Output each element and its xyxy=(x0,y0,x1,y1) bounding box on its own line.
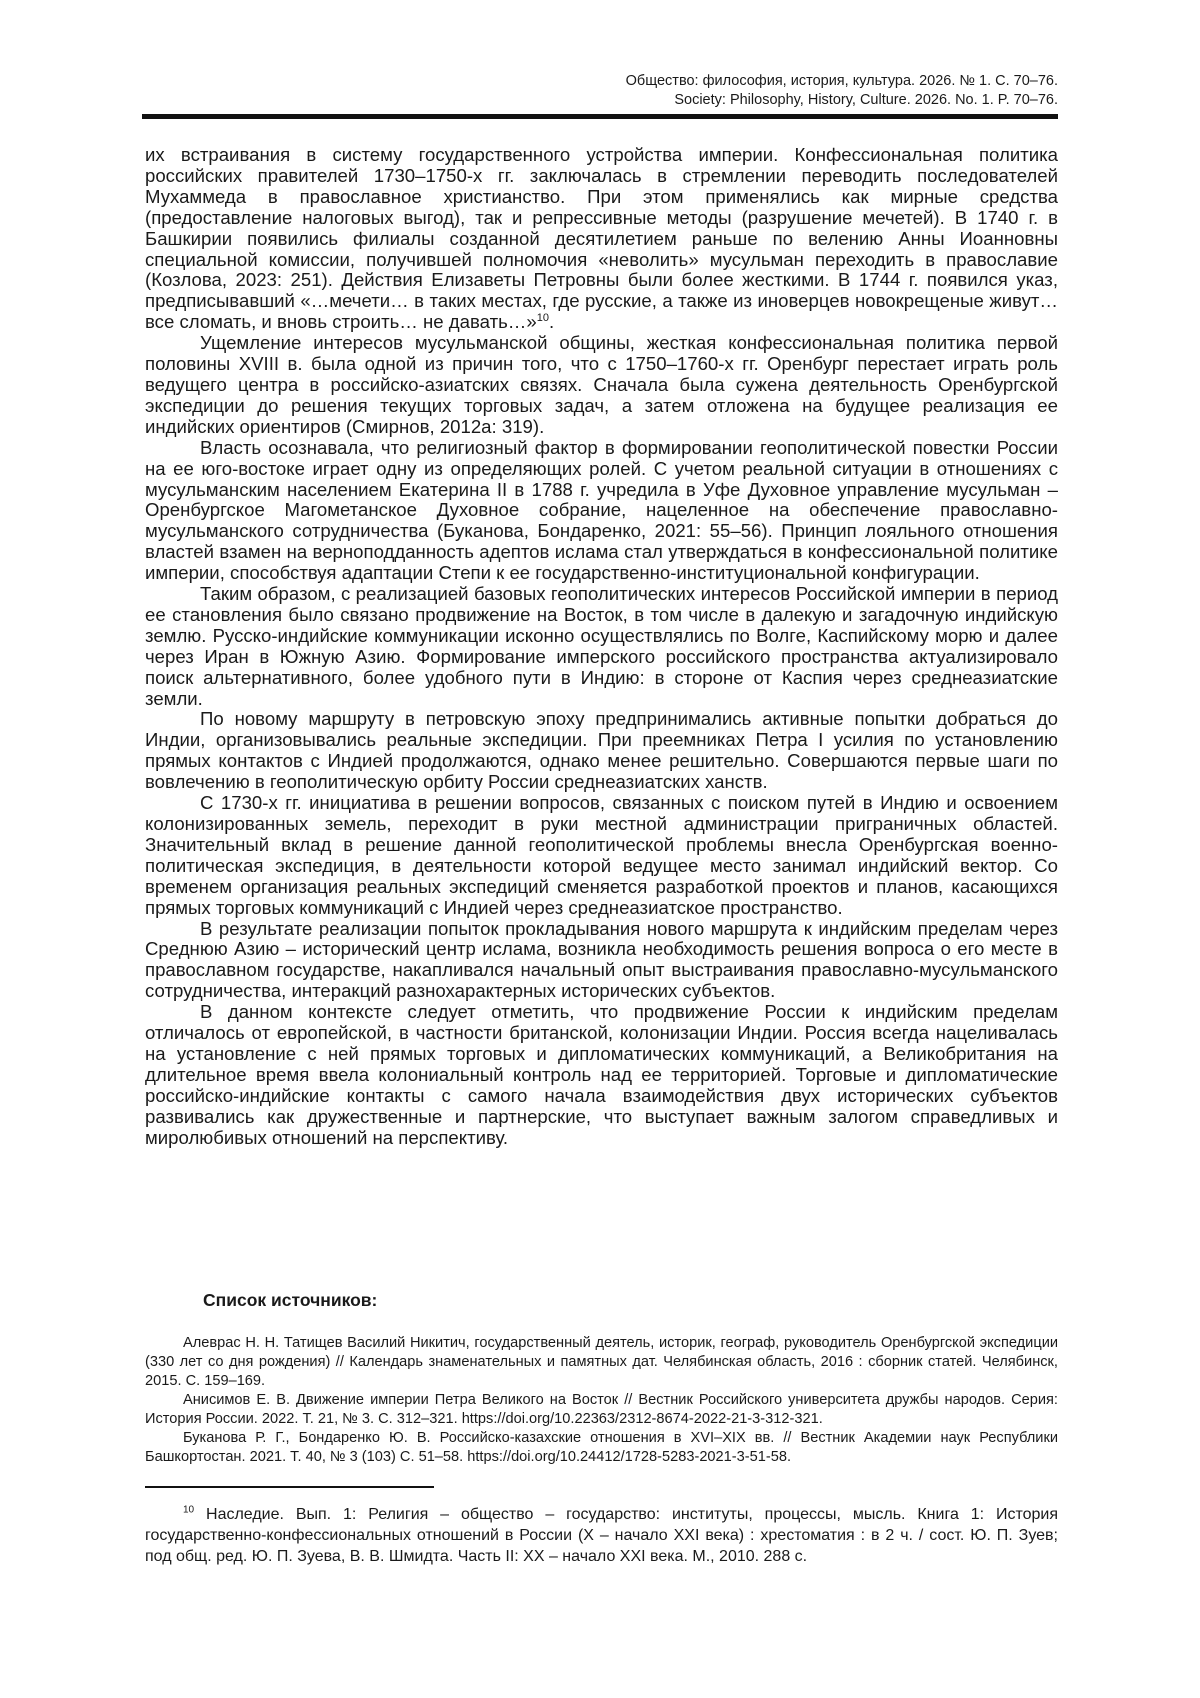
reference-item: Алеврас Н. Н. Татищев Василий Никитич, государственный деятель, историк, географ, руководитель Оренбургской экспедиции (330 лет со дня рождения) // Календарь знаменательных и памятных дат. Челябинская область, 2016 : сборник статей. Челябинск, 2015. С. 159–169. xyxy=(145,1335,1058,1389)
footnote-number: 10 xyxy=(183,1504,195,1516)
paragraph-1-end: . xyxy=(549,311,555,333)
reference-item: Анисимов Е. В. Движение империи Петра Великого на Восток // Вестник Российского университета дружбы народов. Серия: История России. 2022. Т. 21, № 3. С. 312–321. https://doi.org/10.22363/2312-8674-2022-21-3-312-321. xyxy=(145,1392,1058,1427)
footnote xyxy=(145,1504,1058,1567)
reference-item: Буканова Р. Г., Бондаренко Ю. В. Российско-казахские отношения в XVI–XIX вв. // Вестник Академии наук Республики Башкортостан. 2021. Т. 40, № 3 (103) С. 51–58. https://doi.org/10.24412/1728-5283-2021-3-51-58. xyxy=(145,1430,1058,1465)
paragraph-5: По новому маршруту в петровскую эпоху предпринимались активные попытки добраться до Индии, организовывались реальные экспедиции. При преемниках Петра I усилия по установлению прямых контактов с Индией продолжаются, однако менее решительно. Совершаются первые шаги по вовлечению в геополитическую орбиту России среднеазиатских ханств. xyxy=(145,708,1058,793)
header-line-en: Society: Philosophy, History, Culture. 2026. No. 1. P. 70–76. xyxy=(674,92,1058,108)
paragraph-7: В результате реализации попыток прокладывания нового маршрута к индийским пределам через Среднюю Азию – исторический центр ислама, возникла необходимость решения вопроса о его месте в православном государстве, накапливался начальный опыт выстраивания православно-мусульманского сотрудничества, интеракций разнохарактерных исторических субъектов. xyxy=(145,917,1058,1002)
paragraph-6: С 1730-х гг. инициатива в решении вопросов, связанных с поиском путей в Индию и освоением колонизированных земель, переходит в руки местной администрации приграничных областей. Значительный вклад в решение данной геополитической проблемы внесла Оренбургская военно-политическая экспедиция, в деятельности которой ведущее место занимал индийский вектор. Со временем организация реальных экспедиций сменяется разработкой проектов и планов, касающихся прямых торговых коммуникаций с Индией через среднеазиатское пространство. xyxy=(145,792,1058,918)
footnote-divider xyxy=(145,1486,434,1488)
paragraph-8: В данном контексте следует отметить, что продвижение России к индийским пределам отличалось от европейской, в частности британской, колонизации Индии. Россия всегда нацеливалась на установление с ней прямых торговых и дипломатических коммуникаций, а Великобритания на длительное время ввела колониальный контроль над ее территорией. Торговые и дипломатические российско-индийские контакты с самого начала взаимодействия двух исторических субъектов развивались как дружественные и партнерские, что выступает важным залогом справедливых и миролюбивых отношений на перспективу. xyxy=(145,1001,1058,1148)
paragraph-2: Ущемление интересов мусульманской общины, жесткая конфессиональная политика первой половины XVIII в. была одной из причин того, что с 1750–1760-х гг. Оренбург перестает играть роль ведущего центра в российско-азиатских связях. Сначала была сужена деятельность Оренбургской экспедиции до решения текущих торговых задач, а затем отложена на будущее реализация ее индийских ориентиров (Смирнов, 2012а: 319). xyxy=(145,332,1058,437)
references-list xyxy=(145,1334,1058,1467)
footnote-text: Наследие. Вып. 1: Религия – общество – государство: институты, процессы, мысль. Книга 1: История государственно-конфессиональных отношений в России (X – начало XXI века) : хрестоматия : в 2 ч. / сост. Ю. П. Зуев; под общ. ред. Ю. П. Зуева, В. В. Шмидта. Часть II: XX – начало XXI века. М., 2010. 288 с. xyxy=(145,1506,1058,1565)
paragraph-3: Власть осознавала, что религиозный фактор в формировании геополитической повестки России на ее юго-востоке играет одну из определяющих ролей. С учетом реальной ситуации в отношениях с мусульманским населением Екатерина II в 1788 г. учредила в Уфе Духовное управление мусульман – Оренбургское Магометанское Духовное собрание, нацеленное на обеспечение православно-мусульманского сотрудничества (Буканова, Бондаренко, 2021: 55–56). Принцип лояльного отношения властей взамен на верноподданность адептов ислама стал утверждаться в конфессиональной политике империи, способствуя адаптации Степи к ее государственно-институциональной конфигурации. xyxy=(145,436,1058,584)
running-header xyxy=(358,72,1058,110)
footnote-ref[interactable]: 10 xyxy=(536,312,549,325)
references-heading: Список источников: xyxy=(203,1290,378,1310)
paragraph-4: Таким образом, с реализацией базовых геополитических интересов Российской империи в период ее становления было связано продвижение на Восток, в том числе в далекую и загадочную индийскую землю. Русско-индийские коммуникации исконно осуществлялись по Волге, Каспийскому морю и далее через Иран в Южную Азию. Формирование имперского российского пространства актуализировало поиск альтернативного, более удобного пути в Индию: в стороне от Каспия через среднеазиатские земли. xyxy=(145,583,1058,709)
header-line-ru: Общество: философия, история, культура. 2026. № 1. С. 70–76. xyxy=(625,73,1058,89)
paragraph-1 xyxy=(145,145,1058,333)
header-divider xyxy=(142,114,1058,119)
paragraph-1-text: их встраивания в систему государственного устройства империи. Конфессиональная политика российских правителей 1730–1750-х гг. заключалась в стремлении переводить последователей Мухаммеда в православное христианство. При этом применялись как мирные средства (предоставление налоговых выгод), так и репрессивные методы (разрушение мечетей). В 1740 г. в Башкирии появились филиалы созданной десятилетием раньше по велению Анны Иоанновны специальной комиссии, получившей полномочия «неволить» мусульман переходить в православие (Козлова, 2023: 251). Действия Елизаветы Петровны были более жесткими. В 1744 г. появился указ, предписывавший «…мечети… в таких местах, где русские, а также из иноверцев новокрещеные живут… все сломать, и вновь строить… не давать…» xyxy=(145,144,1058,333)
article-body xyxy=(145,145,1058,1149)
